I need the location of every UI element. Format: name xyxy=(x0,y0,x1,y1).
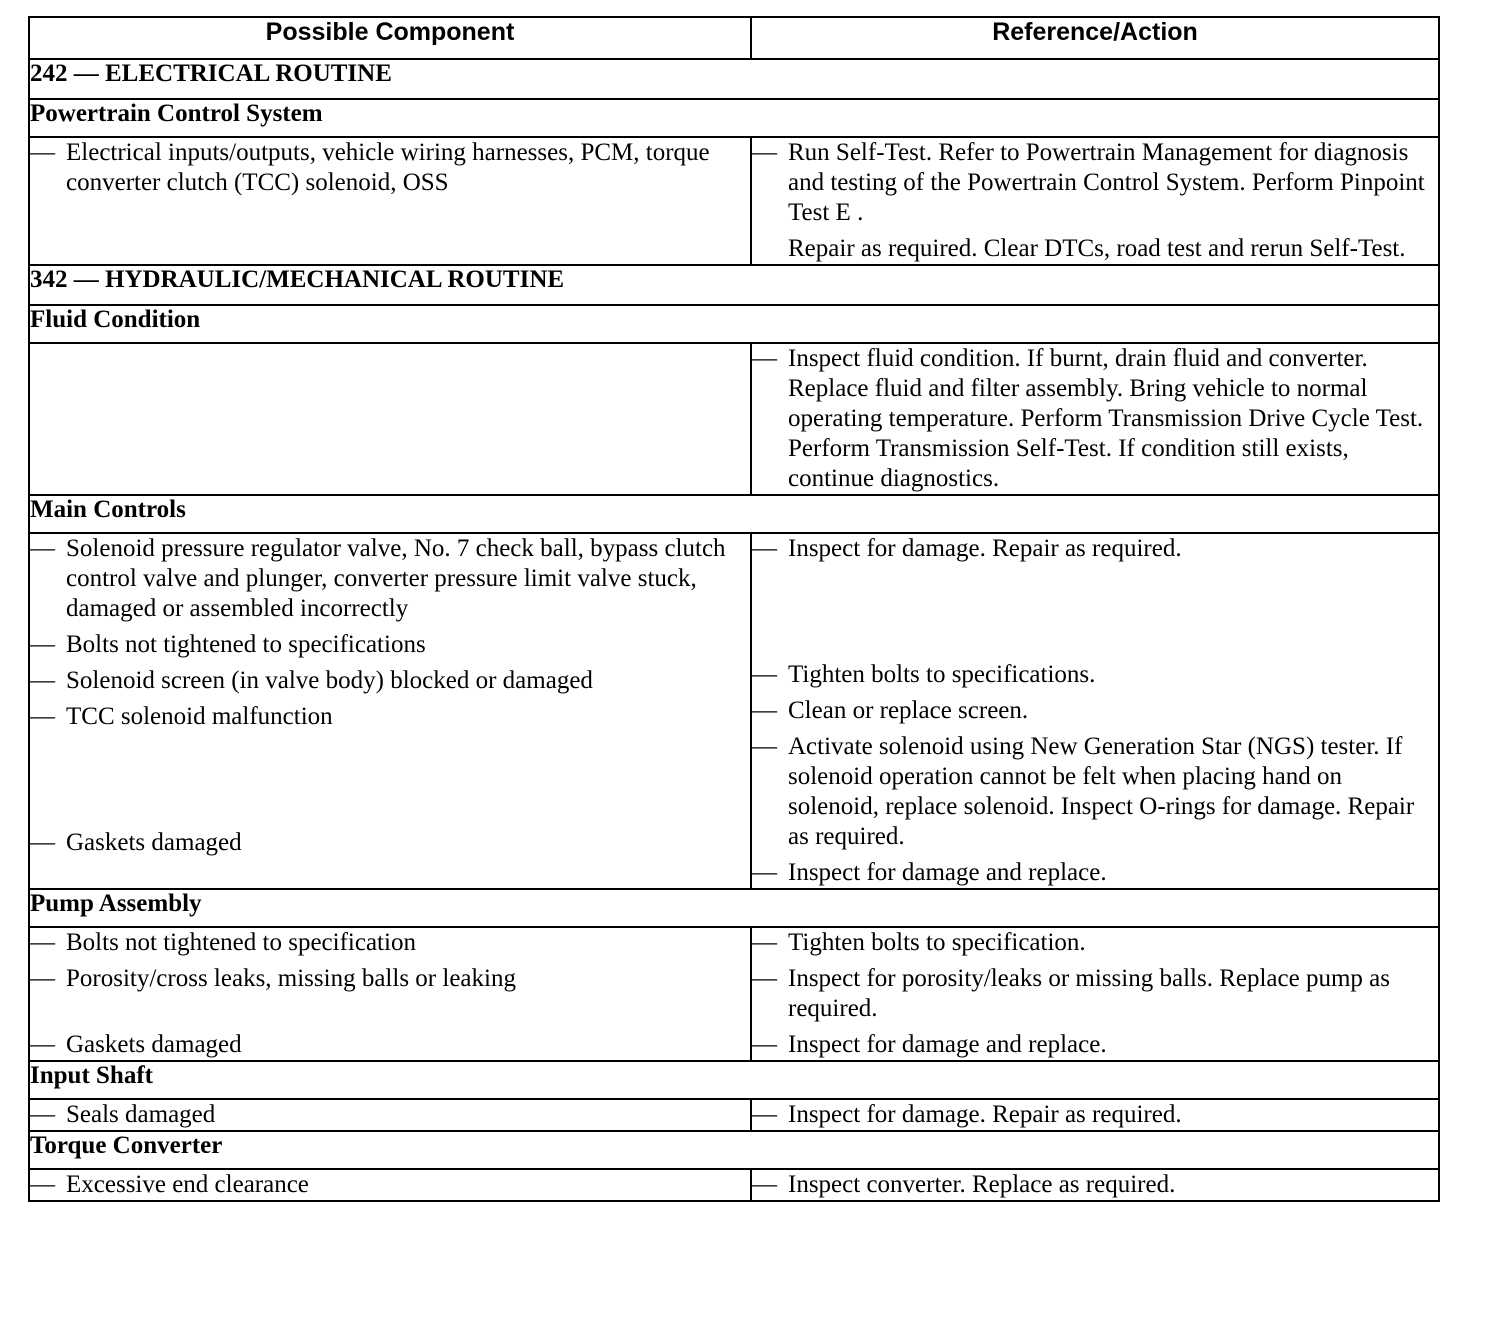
component-cell xyxy=(29,1099,751,1131)
list-item xyxy=(752,660,1438,690)
group-row xyxy=(29,1061,1439,1099)
component-text: Excessive end clearance xyxy=(66,1171,309,1198)
dash-mark: — xyxy=(30,965,55,992)
action-text: Inspect for damage and replace. xyxy=(788,859,1107,886)
component-cell-empty xyxy=(29,343,751,495)
dash-mark: — xyxy=(752,661,777,688)
action-text: Tighten bolts to specifications. xyxy=(788,661,1096,688)
component-cell xyxy=(29,927,751,1061)
action-text: Repair as required. Clear DTCs, road test and rerun Self-Test. xyxy=(788,235,1406,262)
action-cell xyxy=(751,1099,1439,1131)
list-item xyxy=(752,964,1438,1024)
action-text: Inspect for porosity/leaks or missing balls. Replace pump as required. xyxy=(788,965,1390,1022)
list-item xyxy=(752,928,1438,958)
component-text: Porosity/cross leaks, missing balls or leaking xyxy=(66,965,516,992)
component-text: Solenoid pressure regulator valve, No. 7 check ball, bypass clutch control valve and plunger, converter pressure limit valve stuck, damaged or assembled incorrectly xyxy=(66,535,726,622)
action-text: Inspect for damage. Repair as required. xyxy=(788,1101,1182,1128)
list-item xyxy=(30,1030,750,1060)
list-item xyxy=(752,534,1438,654)
group-row xyxy=(29,495,1439,533)
dash-mark: — xyxy=(752,139,777,166)
list-item xyxy=(30,1170,750,1200)
action-cell xyxy=(751,533,1439,889)
list-item xyxy=(30,702,750,822)
table-row xyxy=(29,1169,1439,1201)
group-title-pump: Pump Assembly xyxy=(29,889,1439,927)
group-title-input-shaft: Input Shaft xyxy=(29,1061,1439,1099)
dash-mark: — xyxy=(30,139,55,166)
dash-mark: — xyxy=(752,1101,777,1128)
component-text: Gaskets damaged xyxy=(66,829,242,856)
routine-342-title: 342 — HYDRAULIC/MECHANICAL ROUTINE xyxy=(29,265,1439,305)
dash-mark: — xyxy=(752,697,777,724)
group-row xyxy=(29,1131,1439,1169)
list-item xyxy=(30,534,750,624)
component-text: TCC solenoid malfunction xyxy=(66,703,333,730)
table-row xyxy=(29,343,1439,495)
list-item xyxy=(30,828,750,858)
dash-mark: — xyxy=(752,345,777,372)
action-text: Activate solenoid using New Generation Star (NGS) tester. If solenoid operation cannot be felt when placing hand on solenoid, replace solenoid. Inspect O-rings for damage. Repair as required. xyxy=(788,733,1415,850)
group-title-main-controls: Main Controls xyxy=(29,495,1439,533)
header-possible-component: Possible Component xyxy=(29,17,751,59)
list-item xyxy=(30,1100,750,1130)
component-cell xyxy=(29,533,751,889)
action-text: Inspect fluid condition. If burnt, drain fluid and converter. Replace fluid and filter assembly. Bring vehicle to normal operating temperature. Perform Transmission Drive Cycle Test. Perform Transmission Self-Test. If condition still exists, continue diagnostics. xyxy=(788,345,1424,492)
group-title-fluid: Fluid Condition xyxy=(29,305,1439,343)
dash-mark: — xyxy=(30,703,55,730)
dash-mark: — xyxy=(752,1171,777,1198)
dash-mark: — xyxy=(30,667,55,694)
list-item xyxy=(752,344,1438,494)
action-text: Inspect for damage and replace. xyxy=(788,1031,1107,1058)
table-row xyxy=(29,533,1439,889)
dash-mark: — xyxy=(752,733,777,760)
action-text: Clean or replace screen. xyxy=(788,697,1029,724)
table-row xyxy=(29,927,1439,1061)
dash-mark: — xyxy=(30,535,55,562)
routine-242-title: 242 — ELECTRICAL ROUTINE xyxy=(29,59,1439,99)
group-title-torque-converter: Torque Converter xyxy=(29,1131,1439,1169)
dash-mark: — xyxy=(752,929,777,956)
dash-mark: — xyxy=(30,929,55,956)
action-text: Tighten bolts to specification. xyxy=(788,929,1086,956)
action-cell xyxy=(751,927,1439,1061)
component-cell xyxy=(29,1169,751,1201)
list-item xyxy=(752,138,1438,228)
list-item xyxy=(30,630,750,660)
component-text: Electrical inputs/outputs, vehicle wiring harnesses, PCM, torque converter clutch (TCC) solenoid, OSS xyxy=(66,139,710,196)
group-title-powertrain: Powertrain Control System xyxy=(29,99,1439,137)
component-cell xyxy=(29,137,751,265)
action-text: Inspect for damage. Repair as required. xyxy=(788,535,1182,562)
list-item xyxy=(752,696,1438,726)
group-row xyxy=(29,305,1439,343)
routine-row xyxy=(29,265,1439,305)
header-row xyxy=(29,17,1439,59)
action-cell xyxy=(751,343,1439,495)
dash-mark: — xyxy=(30,631,55,658)
dash-mark: — xyxy=(752,965,777,992)
component-text: Seals damaged xyxy=(66,1101,216,1128)
dash-mark: — xyxy=(752,1031,777,1058)
component-text: Bolts not tightened to specification xyxy=(66,929,416,956)
dash-mark: — xyxy=(30,1031,55,1058)
list-item xyxy=(752,234,1438,264)
component-text: Bolts not tightened to specifications xyxy=(66,631,426,658)
dash-mark: — xyxy=(30,1171,55,1198)
component-text: Solenoid screen (in valve body) blocked or damaged xyxy=(66,667,593,694)
list-item xyxy=(752,858,1438,888)
routine-row xyxy=(29,59,1439,99)
action-cell xyxy=(751,137,1439,265)
header-reference-action: Reference/Action xyxy=(751,17,1439,59)
table-row xyxy=(29,1099,1439,1131)
dash-mark: — xyxy=(30,1101,55,1128)
list-item xyxy=(30,964,750,1024)
dash-mark: — xyxy=(752,535,777,562)
list-item xyxy=(30,928,750,958)
list-item xyxy=(30,138,750,198)
list-item xyxy=(752,1170,1438,1200)
action-text: Run Self-Test. Refer to Powertrain Management for diagnosis and testing of the Powertrain Control System. Perform Pinpoint Test E . xyxy=(788,139,1425,226)
list-item xyxy=(752,1030,1438,1060)
group-row xyxy=(29,889,1439,927)
table-row xyxy=(29,137,1439,265)
list-item xyxy=(30,666,750,696)
dash-mark: — xyxy=(752,859,777,886)
component-text: Gaskets damaged xyxy=(66,1031,242,1058)
list-item xyxy=(752,1100,1438,1130)
diagnosis-table xyxy=(28,16,1440,1202)
group-row xyxy=(29,99,1439,137)
action-text: Inspect converter. Replace as required. xyxy=(788,1171,1176,1198)
action-cell xyxy=(751,1169,1439,1201)
dash-mark: — xyxy=(30,829,55,856)
list-item xyxy=(752,732,1438,852)
